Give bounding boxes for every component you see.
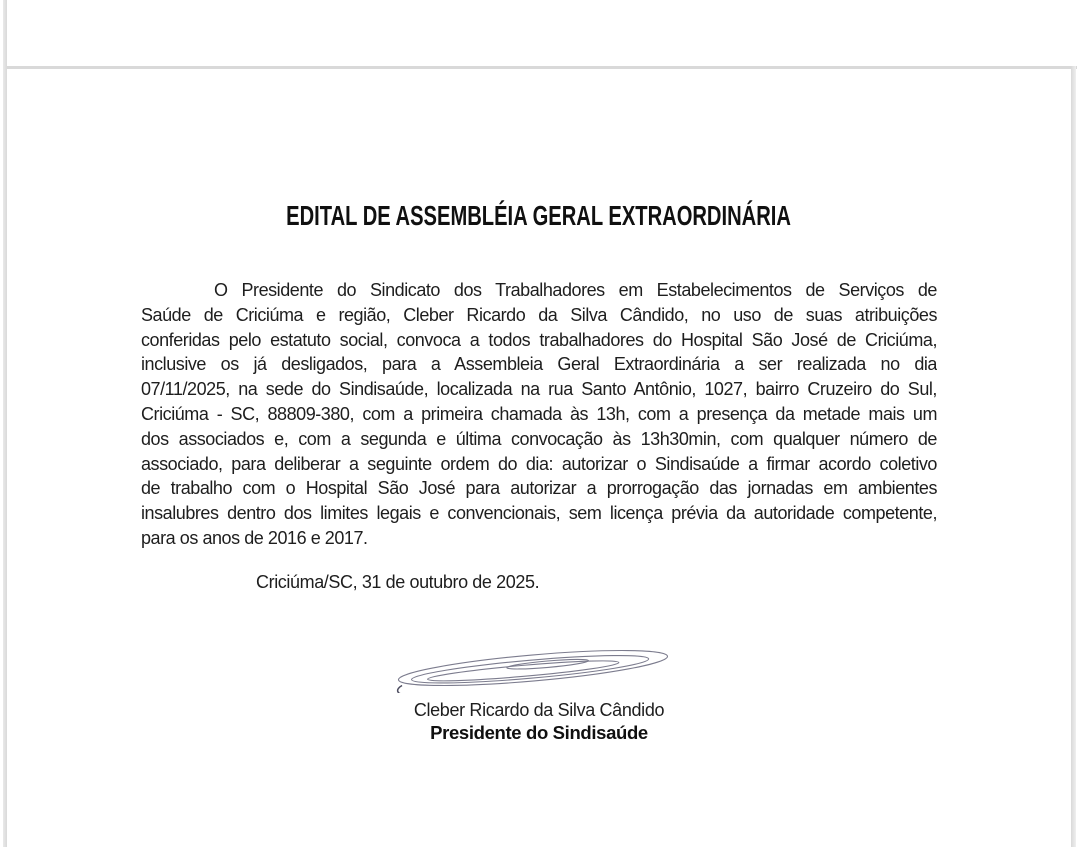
paragraph-line: 07/11/2025, na sede do Sindisaúde, localizada na rua Santo Antônio, 1027, bairro Cruzeiro do Sul, [141, 379, 937, 400]
signatory-name: Cleber Ricardo da Silva Cândido [413, 700, 665, 720]
document-page [7, 69, 1071, 847]
paragraph-line: conferidas pelo estatuto social, convoca a todos trabalhadores do Hospital São José de Criciúma, [141, 329, 937, 350]
paragraph-line: Saúde de Criciúma e região, Cleber Ricardo da Silva Cândido, no uso de suas atribuições [141, 304, 937, 325]
document-title [7, 200, 1071, 232]
signatory-role: Presidente do Sindisaúde [430, 722, 648, 743]
handwritten-signature-icon [391, 643, 675, 693]
paragraph-line: de trabalho com o Hospital São José para autorizar a prorrogação das jornadas em ambientes [141, 478, 937, 499]
paragraph-line: Criciúma - SC, 88809-380, com a primeira chamada às 13h, com a presença da metade mais um [141, 403, 937, 424]
document-title-text: EDITAL DE ASSEMBLÉIA GERAL EXTRAORDINÁRIA [286, 200, 792, 231]
page-right-edge [1071, 66, 1076, 847]
paragraph-line: dos associados e, com a segunda e última convocação às 13h30min, com qualquer número de [141, 428, 937, 449]
date-line: Criciúma/SC, 31 de outubro de 2025. [256, 572, 540, 592]
paragraph-line: O Presidente do Sindicato dos Trabalhadores em Estabelecimentos de Serviços de [214, 280, 937, 300]
paragraph-line: inclusive os já desligados, para a Assembleia Geral Extraordinária a ser realizada no dia [141, 354, 937, 375]
paragraph-line: insalubres dentro dos limites legais e convencionais, sem licença prévia da autoridade competente, [141, 503, 937, 524]
body-paragraph [141, 278, 937, 551]
paragraph-line: para os anos de 2016 e 2017. [141, 527, 368, 548]
paragraph-line: associado, para deliberar a seguinte ordem do dia: autorizar o Sindisaúde a firmar acordo coletivo [141, 453, 937, 474]
